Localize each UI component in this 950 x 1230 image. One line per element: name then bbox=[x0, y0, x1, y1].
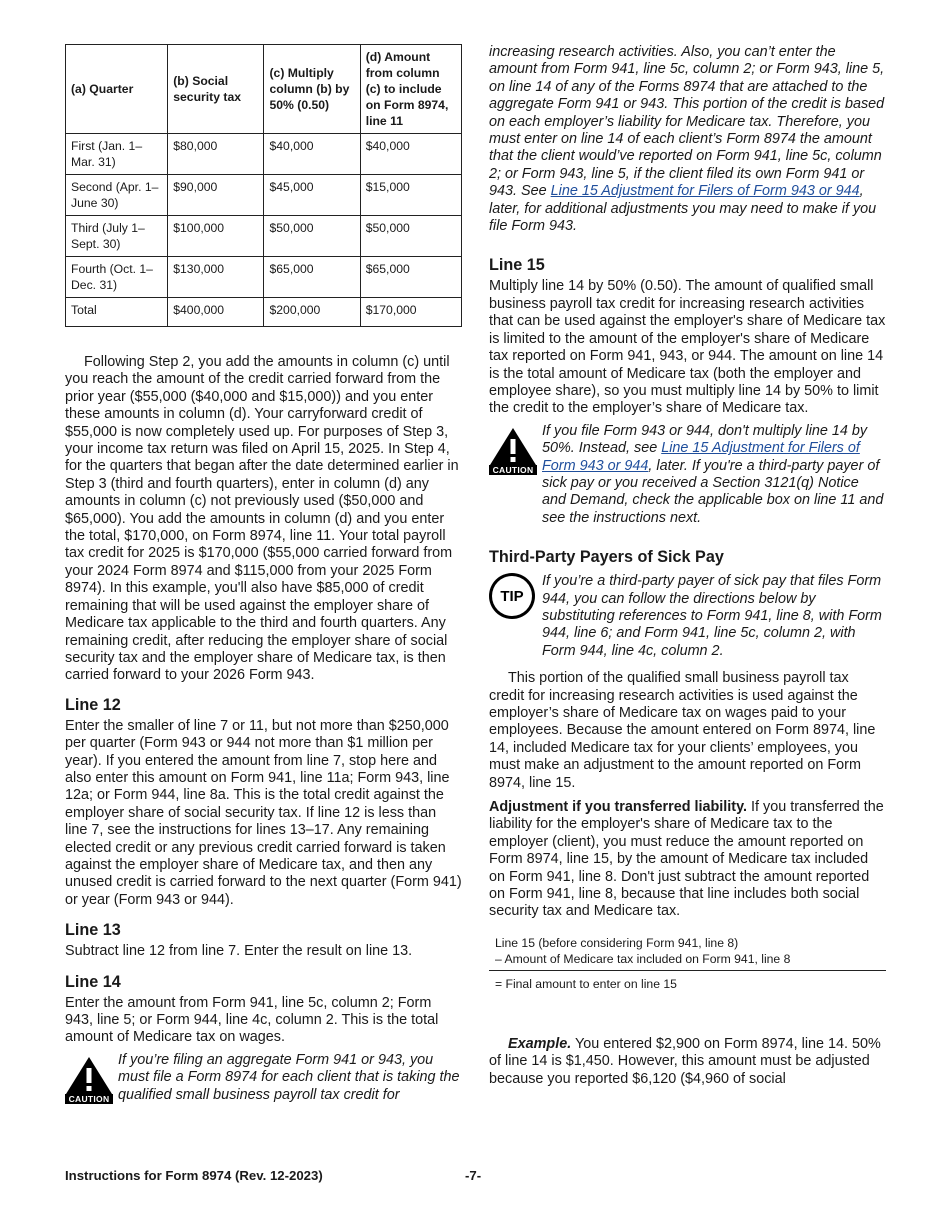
table-cell: Fourth (Oct. 1–Dec. 31) bbox=[66, 257, 168, 298]
table-cell: $80,000 bbox=[168, 134, 264, 175]
calc-line-2: – Amount of Medicare tax included on Form 941, line 8 bbox=[495, 951, 791, 966]
calc-divider bbox=[489, 970, 886, 971]
right-column bbox=[489, 44, 886, 1088]
caution-note bbox=[65, 1052, 462, 1104]
calc-line-3: = Final amount to enter on line 15 bbox=[495, 976, 677, 991]
line15-adjustment-link[interactable]: Line 15 Adjustment for Filers of Form 943 or 944 bbox=[550, 183, 860, 200]
table-header-cell: (d) Amount from column (c) to include on Form 8974, line 11 bbox=[360, 45, 461, 134]
line14-text: Enter the amount from Form 941, line 5c, column 2; Form 943, line 5; or Form 944, line 4c, column 2. This is the total amount of Medicare tax on wages. bbox=[65, 994, 439, 1046]
caution-icon bbox=[489, 427, 537, 475]
example-title: Example. bbox=[508, 1035, 572, 1052]
table-cell: First (Jan. 1–Mar. 31) bbox=[66, 134, 168, 175]
caution-triangle bbox=[489, 427, 537, 465]
portion-paragraph: This portion of the qualified small business payroll tax credit for increasing research activities is used against the employer’s share of Medicare tax on wages paid to your employees. Because the amount entered on Form 8974, line 14, included Medicare tax for your clients’ employees, you must make an adjustment to the amount reported on Form 8974, line 15. bbox=[489, 670, 876, 791]
line12-text: Enter the smaller of line 7 or 11, but not more than $250,000 per quarter (Form 943 or 944 not more than $1 million per year). If you entered the amount from line 7, stop here and also enter this amount on Form 941, line 11a; Form 943, line 12a; or Form 944, line 8a. This is the total credit against the employer share of social security tax. If line 12 is less than line 7, see the instructions for lines 13–17. Any remaining elected credit or any previous credit carried forward is taken against the employer share of Medicare tax, and then any unused credit is carried forward to the next quarter (Form 941) or year (Form 943 or 944). bbox=[65, 717, 462, 908]
table-row bbox=[66, 134, 462, 175]
table-cell: $170,000 bbox=[360, 298, 461, 327]
table-cell: Second (Apr. 1–June 30) bbox=[66, 175, 168, 216]
table-total-row bbox=[66, 298, 462, 327]
adjustment-paragraph bbox=[489, 799, 886, 921]
table-cell: $200,000 bbox=[264, 298, 360, 327]
tip-label: TIP bbox=[492, 576, 532, 616]
calculation-block bbox=[495, 935, 886, 992]
left-column bbox=[65, 44, 462, 1104]
quarter-table bbox=[65, 44, 462, 327]
tip-circle bbox=[489, 573, 535, 619]
table-cell: $50,000 bbox=[360, 216, 461, 257]
table-cell: $65,000 bbox=[264, 257, 360, 298]
line15-heading: Line 15 bbox=[489, 256, 545, 275]
table-cell: $40,000 bbox=[264, 134, 360, 175]
table-header-cell: (a) Quarter bbox=[66, 45, 168, 134]
table-header-cell: (c) Multiply column (b) by 50% (0.50) bbox=[264, 45, 360, 134]
table-cell: $130,000 bbox=[168, 257, 264, 298]
footer-title: Instructions for Form 8974 (Rev. 12-2023) bbox=[65, 1168, 323, 1183]
caution-note-2 bbox=[489, 423, 886, 527]
caution-triangle bbox=[65, 1056, 113, 1094]
table-cell: $90,000 bbox=[168, 175, 264, 216]
tip-note bbox=[489, 573, 886, 660]
step-paragraph: Following Step 2, you add the amounts in column (c) until you reach the amount of the credit carried forward from the prior year ($55,000 ($40,000 and $15,000)) and you enter these amounts in column (d). Your carryforward credit of $55,000 is now completely used up. For purposes of Step 3, your income tax return was filed on April 15, 2025. In Step 4, for the quarters that began after the date determined earlier in Step 3 (third and fourth quarters), enter in column (d) any amounts in column (c) not previously used ($50,000 and $65,000). You add the amounts in column (d) and you enter the total, $170,000, on Form 8974, line 11. Your total payroll tax credit for 2025 is $170,000 ($55,000 carried forward from your 2024 Form 8974 and $115,000 from your 2025 Form 8974). In this example, you'll also have $85,000 of credit remaining that will be used against the employer share of Medicare tax applicable to the third and fourth quarters. Any remaining credit, after reducing the employer share of social security tax and the employer share of Medicare tax, is then carried forward to your 2026 Form 943. bbox=[65, 354, 459, 684]
line12-heading: Line 12 bbox=[65, 695, 121, 714]
caution-2-text-b: , later. If you're a third-party payer of sick pay or you received a Section 3121(q) Notice and Demand, check the applicable box on line 11 and see the instructions next. bbox=[542, 457, 884, 526]
table-cell: $100,000 bbox=[168, 216, 264, 257]
table-cell: $400,000 bbox=[168, 298, 264, 327]
calc-line-1: Line 15 (before considering Form 941, line 8) bbox=[495, 935, 739, 950]
line14-heading: Line 14 bbox=[65, 972, 121, 991]
table-row bbox=[66, 216, 462, 257]
tip-icon bbox=[489, 573, 537, 619]
continued-text-a: increasing research activities. Also, you can’t enter the amount from Form 941, line 5c, column 2; or Form 943, line 5, on line 14 of any of the Forms 8974 that are attached to the aggregate Form 941 or 943. This portion of the credit is based on each employer’s liability for Medicare tax. Therefore, you must enter on line 14 of each client’s Form 8974 the amount that the client would’ve reported on Form 941, line 5c, column 2; or Form 943, line 5, if the client filed its own Form 941 or 943. See bbox=[489, 44, 885, 200]
table-header-cell: (b) Social security tax bbox=[168, 45, 264, 134]
continued-text-b: , later, for additional adjustments you may need to make if you file Form 943. bbox=[489, 183, 877, 235]
table-cell: $65,000 bbox=[360, 257, 461, 298]
caution-label: CAUTION bbox=[65, 1094, 113, 1104]
line15-adjustment-link-2[interactable]: Line 15 Adjustment for Filers of Form 943 or 944 bbox=[542, 440, 860, 474]
third-party-heading: Third-Party Payers of Sick Pay bbox=[489, 548, 724, 567]
caution-label: CAUTION bbox=[489, 465, 537, 475]
table-cell: Third (July 1–Sept. 30) bbox=[66, 216, 168, 257]
table-cell: $45,000 bbox=[264, 175, 360, 216]
table-cell: $50,000 bbox=[264, 216, 360, 257]
line15-text: Multiply line 14 by 50% (0.50). The amount of qualified small business payroll tax credit for increasing research activities that can be used against the employer's share of Medicare tax is limited to the amount of the employer's share of Medicare tax reported on Form 941, 943, or 944. The amount on line 14 is the total amount of Medicare tax (both the employer and employee share), so you must multiply line 14 by 50% to limit the credit to the employer’s share of Medicare tax. bbox=[489, 278, 886, 417]
caution-icon bbox=[65, 1056, 113, 1104]
table-row bbox=[66, 257, 462, 298]
table-cell: $15,000 bbox=[360, 175, 461, 216]
page-number: -7- bbox=[465, 1168, 482, 1183]
example-text: You entered $2,900 on Form 8974, line 14. 50% of line 14 is $1,450. However, this amount must be adjusted because you reported $6,120 ($4,960 of social bbox=[489, 1035, 881, 1087]
line13-heading: Line 13 bbox=[65, 921, 121, 940]
caution-2-text bbox=[489, 423, 886, 527]
adjustment-text: If you transferred the liability for the employer's share of Medicare tax to the employer (client), you must reduce the amount reported on Form 8974, line 15, by the amount of Medicare tax included on Form 941, line 8. Don't just subtract the amount reported on Form 941, line 8, because that line includes both social security tax and Medicare tax. bbox=[489, 799, 884, 920]
table-cell: Total bbox=[66, 298, 168, 327]
caution-text: If you’re filing an aggregate Form 941 or 943, you must file a Form 8974 for each client that is taking the qualified small business payroll tax credit for bbox=[118, 1051, 460, 1103]
line13-text: Subtract line 12 from line 7. Enter the result on line 13. bbox=[65, 943, 413, 960]
adjustment-title: Adjustment if you transferred liability. bbox=[489, 799, 748, 816]
table-header-row bbox=[66, 45, 462, 134]
caution-2-text-a: If you file Form 943 or 944, don't multiply line 14 by 50%. Instead, see bbox=[542, 422, 868, 457]
tip-text: If you’re a third-party payer of sick pay that files Form 944, you can follow the directions below by substituting references to Form 941, line 8, with Form 944, line 6; and Form 941, line 5c, column 2, with Form 944, line 4c, column 2. bbox=[542, 573, 882, 659]
continued-paragraph bbox=[489, 44, 886, 235]
table-row bbox=[66, 175, 462, 216]
table-cell: $40,000 bbox=[360, 134, 461, 175]
example-paragraph bbox=[489, 1036, 886, 1088]
